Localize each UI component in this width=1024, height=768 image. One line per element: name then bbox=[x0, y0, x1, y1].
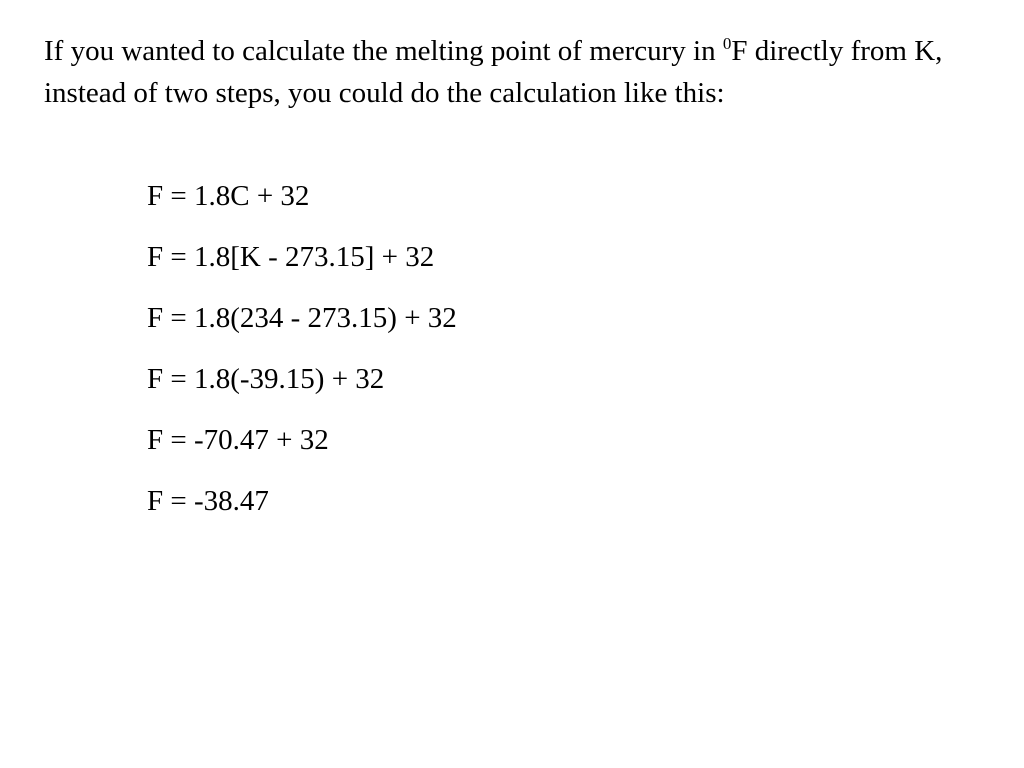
intro-text-end: F directly from K, instead of two steps, you could do the calculation like this: bbox=[44, 35, 943, 109]
equation-line: F = 1.8C + 32 bbox=[147, 180, 310, 212]
intro-text-start: If you wanted to calculate the melting point of mercury in bbox=[44, 35, 723, 67]
equation-line: F = 1.8(-39.15) + 32 bbox=[147, 363, 385, 395]
intro-paragraph bbox=[44, 30, 984, 114]
equation-line: F = 1.8(234 - 273.15) + 32 bbox=[147, 302, 457, 334]
equation-line: F = -38.47 bbox=[147, 485, 269, 517]
degree-superscript: 0 bbox=[722, 34, 732, 53]
equation-line: F = 1.8[K - 273.15] + 32 bbox=[147, 241, 435, 273]
equation-list bbox=[147, 175, 457, 541]
equation-line: F = -70.47 + 32 bbox=[147, 424, 329, 456]
